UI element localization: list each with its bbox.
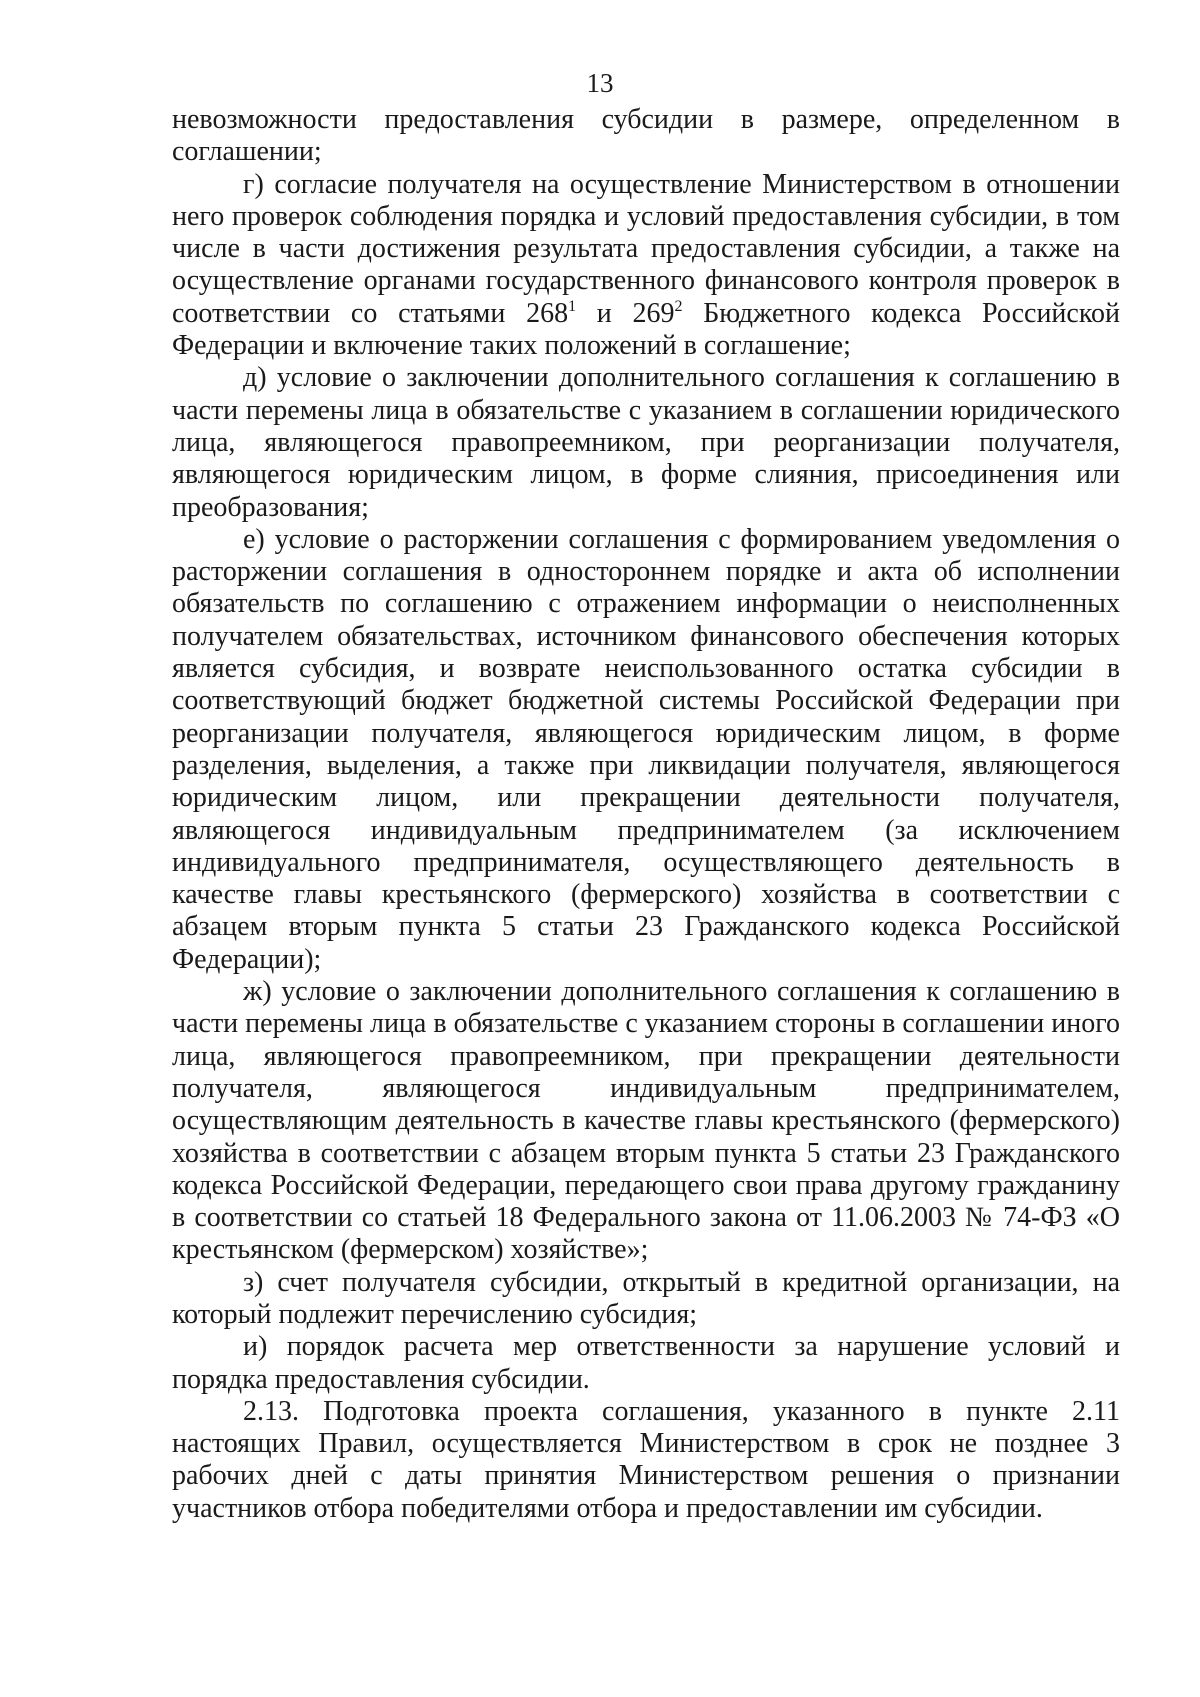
paragraph-z: з) счет получателя субсидии, открытый в кредитной организации, на который подлежит перечислению субсидия; [172,1266,1120,1330]
article-number: 269 [632,297,675,329]
paragraph-i: и) порядок расчета мер ответственности за нарушение условий и порядка предоставления субсидии. [172,1331,1120,1395]
article-number: 268 [526,297,569,329]
paragraph-zh: ж) условие о заключении дополнительного соглашения к соглашению в части перемены лица в обязательстве с указанием стороны в соглашении иного лица, являющегося правопреемником, при прекращении деятельности получателя, являющегося индивидуальным предпринимателем, осуществляющим деятельность в качестве главы крестьянского (фермерского) хозяйства в соответствии с абзацем вторым пункта 5 статьи 23 Гражданского кодекса Российской Федерации, передающего свои права другому гражданину в соответствии со статьей 18 Федерального закона от 11.06.2003 № 74-ФЗ «О крестьянском (фермерском) хозяйстве»; [172,976,1120,1266]
paragraph-continuation: невозможности предоставления субсидии в размере, определенном в соглашении; [172,104,1120,168]
article-superscript: 1 [568,297,577,315]
article-superscript: 2 [674,297,683,315]
document-body [172,104,1120,1525]
paragraph-g [172,169,1120,363]
paragraph-e: е) условие о расторжении соглашения с формированием уведомления о расторжении соглашения в одностороннем порядке и акта об исполнении обязательств по соглашению с отражением информации о неисполненных получателем обязательствах, источником финансового обеспечения которых является субсидия, и возврате неиспользованного остатка субсидии в соответствующий бюджет бюджетной системы Российской Федерации при реорганизации получателя, являющегося юридическим лицом, в форме разделения, выделения, а также при ликвидации получателя, являющегося юридическим лицом, или прекращении деятельности получателя, являющегося индивидуальным предпринимателем (за исключением индивидуального предпринимателя, осуществляющего деятельность в качестве главы крестьянского (фермерского) хозяйства в соответствии с абзацем вторым пункта 5 статьи 23 Гражданского кодекса Российской Федерации); [172,523,1120,975]
paragraph-2-13: 2.13. Подготовка проекта соглашения, указанного в пункте 2.11 настоящих Правил, осуществляется Министерством в срок не позднее 3 рабочих дней с даты принятия Министерством решения о признании участников отбора победителями отбора и предоставлении им субсидии. [172,1395,1120,1524]
article-reference-268 [526,298,576,329]
article-reference-269 [633,298,683,329]
paragraph-g-tail: Бюджетного кодекса Российской Федерации и включение таких положений в соглашение; [172,297,1121,362]
paragraph-d: д) условие о заключении дополнительного соглашения к соглашению в части перемены лица в обязательстве с указанием в соглашении юридического лица, являющегося правопреемником, при реорганизации получателя, являющегося юридическим лицом, в форме слияния, присоединения или преобразования; [172,362,1120,523]
paragraph-g-text: г) согласие получателя на осуществление Министерством в отношении него проверок соблюдения порядка и условий предоставления субсидии, в том числе в части достижения результата предоставления субсидии, а также на осуществление органами государственного финансового контроля проверок в соответствии со статьями [172,168,1120,329]
article-joiner: и [576,297,633,329]
page-number: 13 [586,68,614,98]
